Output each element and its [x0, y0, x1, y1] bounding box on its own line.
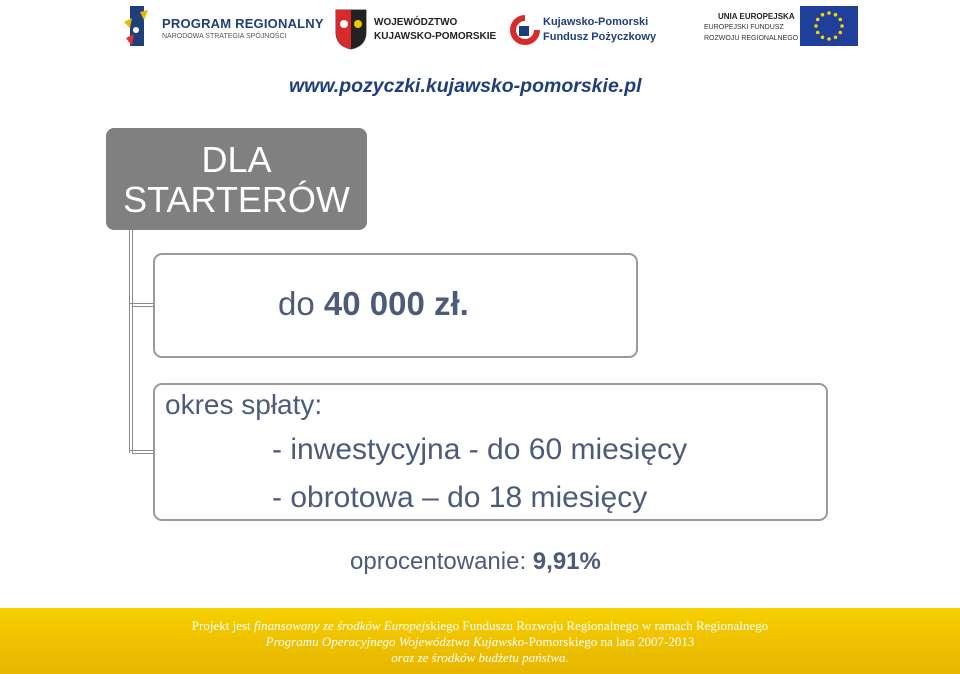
- program-regionalny-subtitle: NARODOWA STRATEGIA SPÓJNOŚCI: [162, 33, 287, 40]
- logo-strip: [0, 0, 960, 62]
- coat-of-arms-icon: [334, 8, 368, 50]
- amount-value: 40 000 zł.: [323, 285, 469, 322]
- footer-line1: [0, 618, 960, 634]
- program-regionalny-logo: [118, 0, 324, 60]
- amount-prefix: do: [278, 285, 324, 322]
- footer-line1-a: Projekt jest: [191, 618, 254, 633]
- eu-flag-icon: [800, 6, 858, 46]
- footer-line3: oraz ze środków budżetu państwa.: [391, 650, 569, 665]
- connector-line: [129, 450, 154, 451]
- unia-line2: EUROPEJSKI FUNDUSZ: [704, 24, 784, 31]
- footer-line1-c: kiego Funduszu Rozwoju Regionalnego w ramach Regionalnego: [430, 618, 769, 633]
- connector-line: [132, 453, 154, 454]
- wojewodztwo-line2: KUJAWSKO-POMORSKIE: [374, 31, 497, 42]
- fundusz-line2: Fundusz Pożyczkowy: [543, 31, 657, 43]
- loan-amount-box: [153, 253, 638, 358]
- fundusz-line1: Kujawsko-Pomorski: [543, 16, 649, 28]
- repayment-box: [153, 383, 828, 521]
- fundusz-icon: [509, 14, 541, 46]
- connector-line: [129, 303, 154, 304]
- connector-line: [132, 229, 133, 453]
- footer-banner: [0, 608, 960, 674]
- wojewodztwo-logo: [334, 0, 497, 60]
- repayment-investment: - inwestycyjna - do 60 miesięcy: [272, 433, 688, 466]
- unia-line3: ROZWOJU REGIONALNEGO: [704, 35, 799, 42]
- unia-line1: UNIA EUROPEJSKA: [718, 12, 795, 21]
- wojewodztwo-line1: WOJEWÓDZTWO: [374, 17, 458, 28]
- footer-line2-a: Programu Operacyjnego Województwa Kujawsko: [265, 634, 525, 649]
- connector-line: [132, 306, 154, 307]
- program-regionalny-icon: [122, 4, 150, 52]
- header-line2: STARTERÓW: [123, 179, 350, 220]
- loan-amount: [278, 285, 469, 323]
- fundusz-logo: [509, 0, 684, 60]
- repayment-label: okres spłaty:: [165, 389, 323, 420]
- interest-label: oprocentowanie:: [350, 548, 533, 575]
- interest-rate: [350, 548, 601, 576]
- header-line1: DLA: [201, 139, 272, 180]
- unia-europejska-logo: [700, 0, 860, 60]
- footer-line1-b: finansowany ze środków Europejs: [253, 618, 431, 633]
- repayment-working: - obrotowa – do 18 miesięcy: [272, 481, 648, 514]
- interest-value: 9,91%: [532, 548, 601, 575]
- footer-line2-b: -Pomorskiego na lata 2007-2013: [524, 634, 695, 649]
- website-url[interactable]: www.pozyczki.kujawsko-pomorskie.pl: [289, 75, 642, 97]
- connector-line: [129, 229, 130, 453]
- program-regionalny-title: PROGRAM REGIONALNY: [162, 16, 324, 31]
- starters-header: [106, 128, 367, 230]
- footer-line2: [0, 634, 960, 650]
